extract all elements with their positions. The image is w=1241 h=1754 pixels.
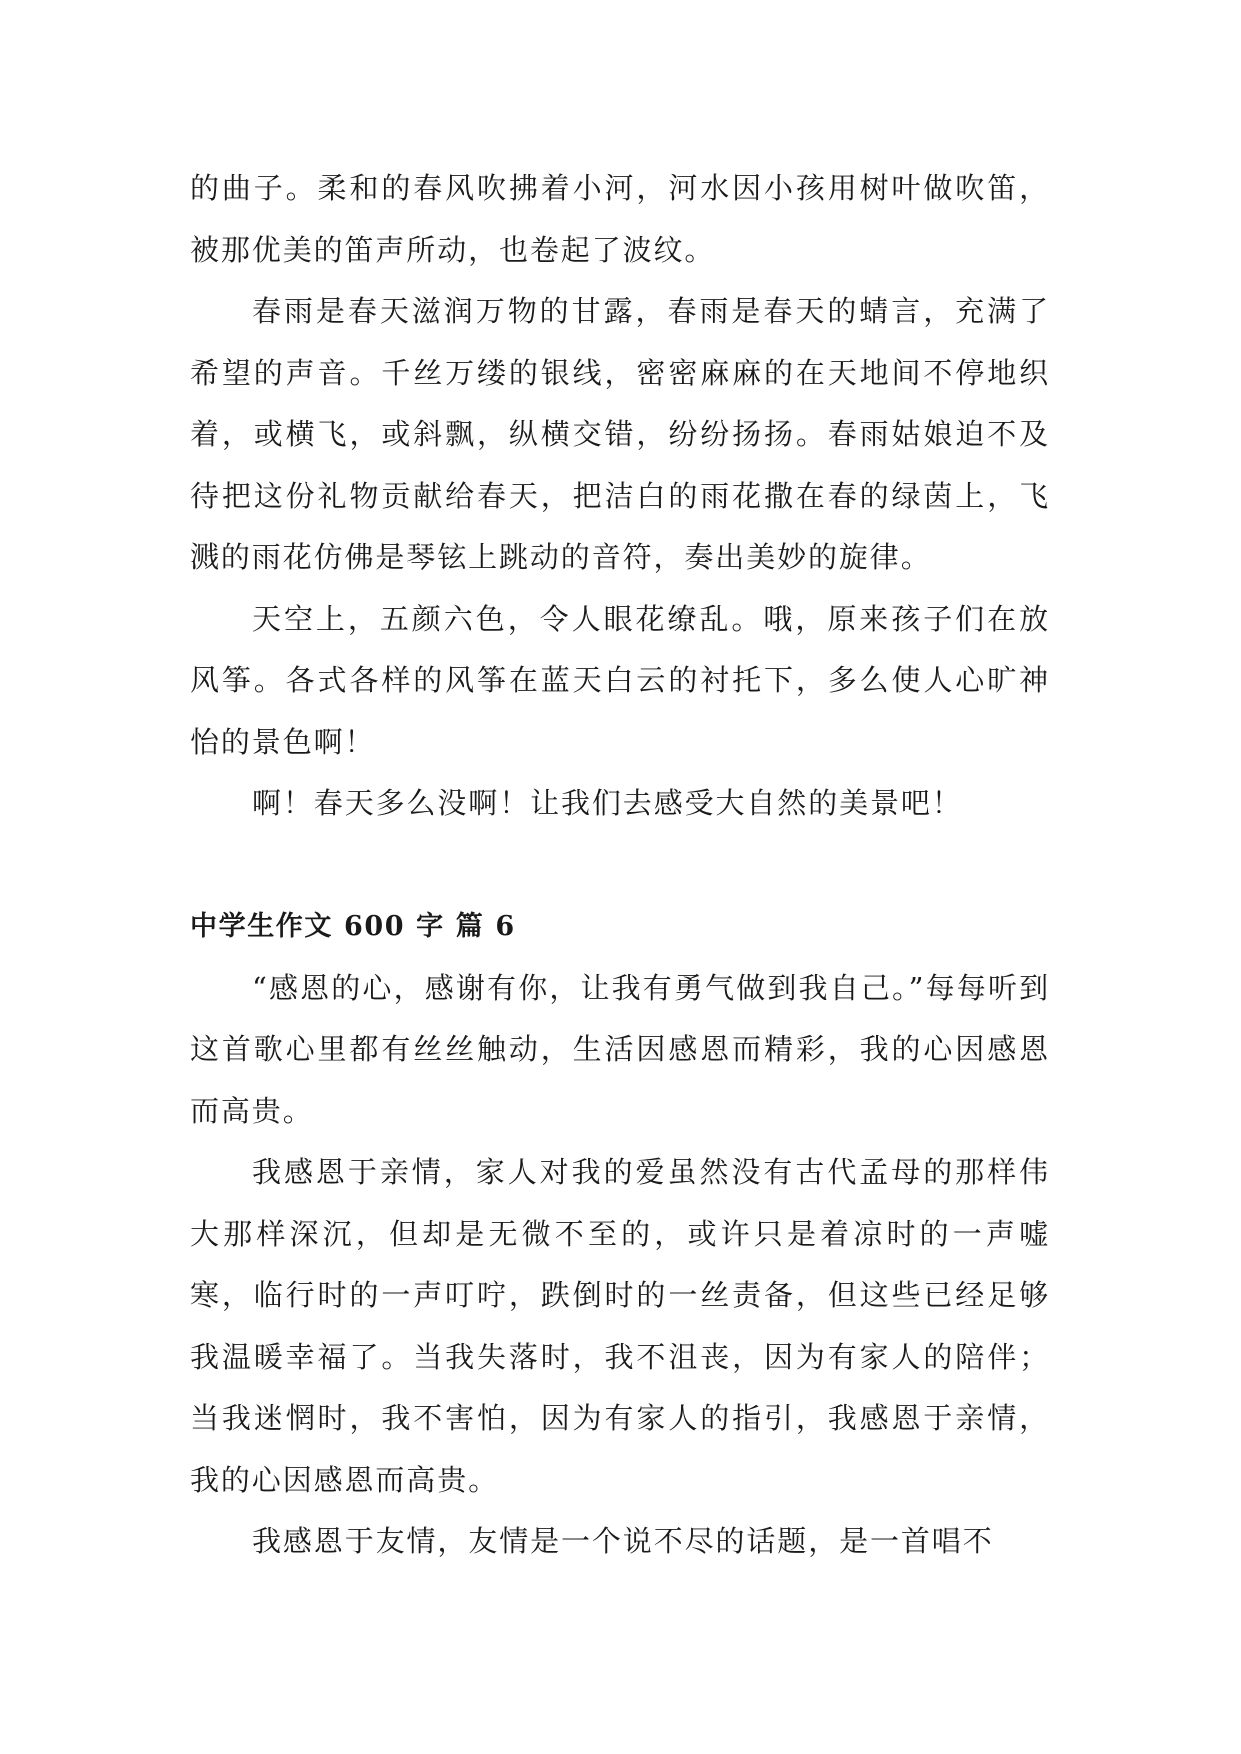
paragraph-conclusion: 啊！春天多么没啊！让我们去感受大自然的美景吧！ bbox=[252, 786, 963, 820]
paragraph-friendship: 我感恩于友情，友情是一个说不尽的话题，是一首唱不 bbox=[252, 1524, 994, 1558]
paragraph-kites: 天空上，五颜六色，令人眼花缭乱。哦，原来孩子们在放风筝。各式各样的风筝在蓝天白云的衬托下，多么使人心旷神怡的景色啊！ bbox=[190, 601, 1050, 759]
paragraph-spring-rain: 春雨是春天滋润万物的甘露，春雨是春天的蜻言，充满了希望的声音。千丝万缕的银线，密密麻麻的在天地间不停地织着，或横飞，或斜飘，纵横交错，纷纷扬扬。春雨姑娘迫不及待把这份礼物贡献给春天，把洁白的雨花撒在春的绿茵上，飞溅的雨花仿佛是琴铉上跳动的音符，奏出美妙的旋律。 bbox=[190, 294, 1050, 574]
paragraph-intro: “感恩的心，感谢有你，让我有勇气做到我自己。”每每听到这首歌心里都有丝丝触动，生活因感恩而精彩，我的心因感恩而高贵。 bbox=[190, 970, 1050, 1128]
paragraph-family: 我感恩于亲情，家人对我的爱虽然没有古代孟母的那样伟大那样深沉，但却是无微不至的，或许只是着凉时的一声嘘寒，临行时的一声叮咛，跌倒时的一丝责备，但这些已经足够我温暖幸福了。当我失落时，我不沮丧，因为有家人的陪伴；当我迷惘时，我不害怕，因为有家人的指引，我感恩于亲情，我的心因感恩而高贵。 bbox=[190, 1155, 1050, 1497]
section-divider-space bbox=[190, 835, 1050, 896]
section-title: 中学生作文 600 字 篇 6 bbox=[190, 910, 516, 942]
paragraph-continuation: 的曲子。柔和的春风吹拂着小河，河水因小孩用树叶做吹笛，被那优美的笛声所动，也卷起了波纹。 bbox=[190, 171, 1050, 267]
document-body bbox=[190, 158, 1050, 1573]
